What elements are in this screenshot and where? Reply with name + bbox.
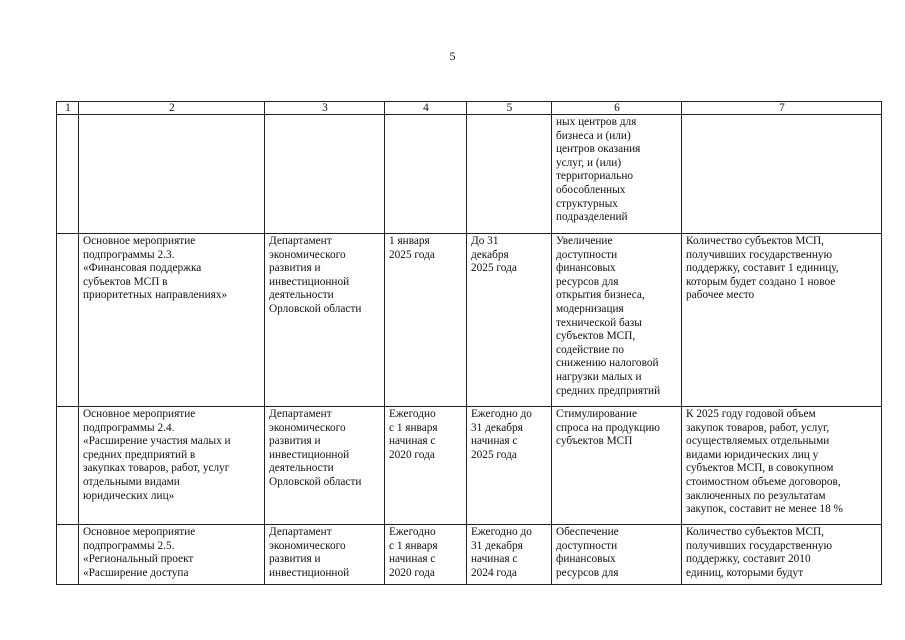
- column-number-4: 4: [385, 102, 467, 115]
- column-number-6: 6: [552, 102, 682, 115]
- program-measures-table: [56, 101, 882, 585]
- table-header-row: [57, 102, 882, 115]
- indicator-cell: [682, 115, 882, 234]
- expected-result-cell: ных центров для бизнеса и (или) центров оказания услуг, и (или) территориально обособленных структурных подразделений: [552, 115, 682, 234]
- indicator-cell: Количество субъектов МСП, получивших государственную поддержку, составит 2010 единиц, которыми будут: [682, 525, 882, 585]
- column-number-2: 2: [79, 102, 265, 115]
- column-number-5: 5: [467, 102, 552, 115]
- column-number-1: 1: [57, 102, 79, 115]
- indicator-cell: Количество субъектов МСП, получивших государственную поддержку, составит 1 единицу, которым будет создано 1 новое рабочее место: [682, 234, 882, 407]
- start-date-cell: Ежегодно с 1 января начиная с 2020 года: [385, 407, 467, 525]
- indicator-cell: К 2025 году годовой объем закупок товаров, работ, услуг, осуществляемых отдельными видами юридических лиц у субъектов МСП, в совокупном стоимостном объеме договоров, заключенных по результатам закупок, составит не менее 18 %: [682, 407, 882, 525]
- end-date-cell: Ежегодно до 31 декабря начиная с 2024 года: [467, 525, 552, 585]
- responsible-executor-cell: Департамент экономического развития и инвестиционной: [265, 525, 385, 585]
- measure-name-cell: Основное мероприятие подпрограммы 2.4. «Расширение участия малых и средних предприятий в закупках товаров, работ, услуг отдельными видами юридических лиц»: [79, 407, 265, 525]
- responsible-executor-cell: Департамент экономического развития и инвестиционной деятельности Орловской области: [265, 234, 385, 407]
- measure-name-cell: Основное мероприятие подпрограммы 2.3. «Финансовая поддержка субъектов МСП в приоритетных направлениях»: [79, 234, 265, 407]
- start-date-cell: Ежегодно с 1 января начиная с 2020 года: [385, 525, 467, 585]
- measure-name-cell: Основное мероприятие подпрограммы 2.5. «Региональный проект «Расширение доступа: [79, 525, 265, 585]
- table-row: [57, 525, 882, 585]
- responsible-executor-cell: Департамент экономического развития и инвестиционной деятельности Орловской области: [265, 407, 385, 525]
- page-number: 5: [449, 49, 456, 63]
- expected-result-cell: Стимулирование спроса на продукцию субъектов МСП: [552, 407, 682, 525]
- start-date-cell: 1 января 2025 года: [385, 234, 467, 407]
- end-date-cell: [467, 115, 552, 234]
- end-date-cell: До 31 декабря 2025 года: [467, 234, 552, 407]
- responsible-executor-cell: [265, 115, 385, 234]
- row-number-cell: [57, 407, 79, 525]
- table-row: [57, 234, 882, 407]
- table-row: [57, 115, 882, 234]
- column-number-7: 7: [682, 102, 882, 115]
- expected-result-cell: Обеспечение доступности финансовых ресурсов для: [552, 525, 682, 585]
- end-date-cell: Ежегодно до 31 декабря начиная с 2025 года: [467, 407, 552, 525]
- start-date-cell: [385, 115, 467, 234]
- measure-name-cell: [79, 115, 265, 234]
- row-number-cell: [57, 525, 79, 585]
- row-number-cell: [57, 234, 79, 407]
- expected-result-cell: Увеличение доступности финансовых ресурсов для открытия бизнеса, модернизация технической базы субъектов МСП, содействие по снижению налоговой нагрузки малых и средних предприятий: [552, 234, 682, 407]
- table-row: [57, 407, 882, 525]
- column-number-3: 3: [265, 102, 385, 115]
- row-number-cell: [57, 115, 79, 234]
